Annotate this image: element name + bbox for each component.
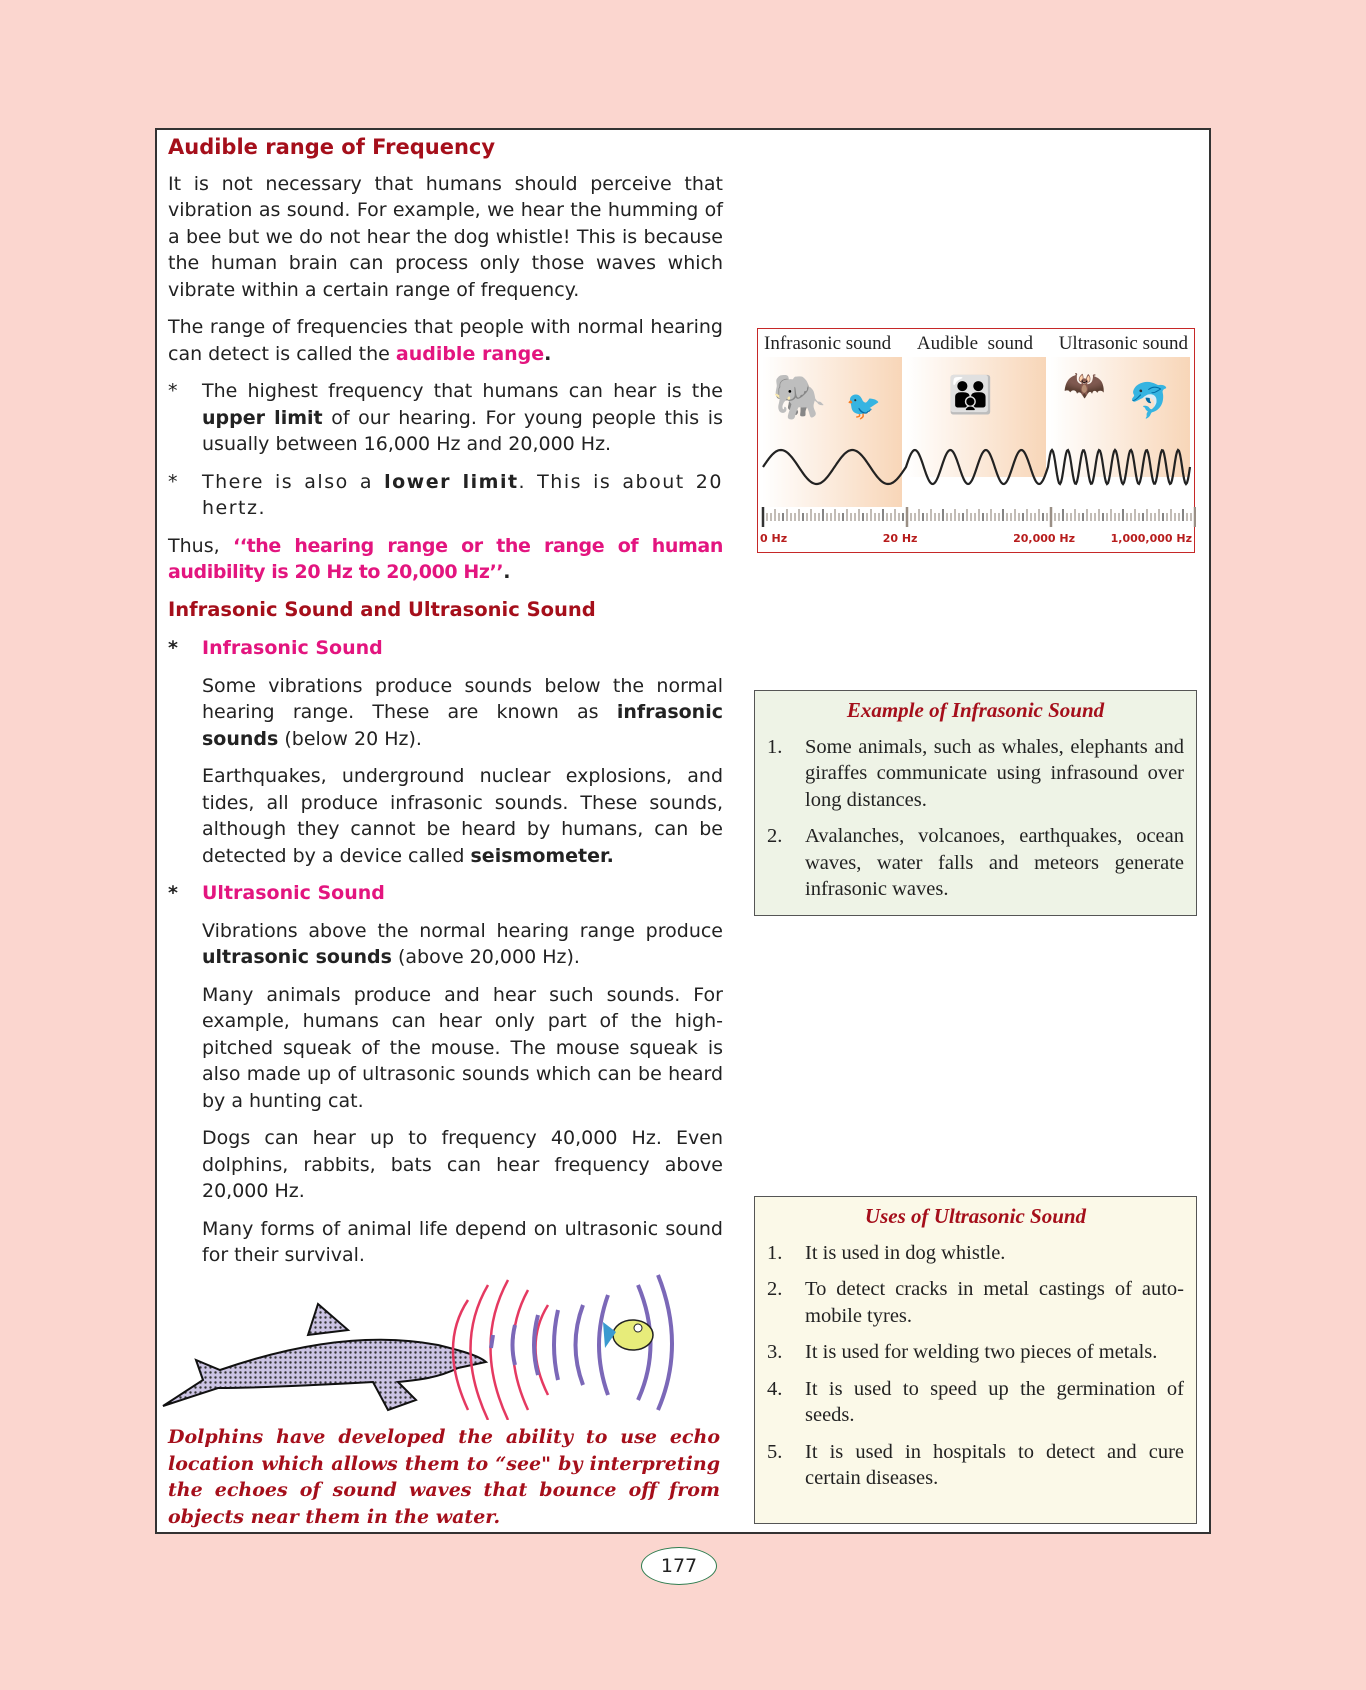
elephant-icon: 🐘 [772,372,827,423]
dolphin-echolocation-illustration [158,1270,728,1420]
infrasonic-examples-box [754,690,1197,916]
bird-icon: 🐦 [846,389,881,422]
ultrasonic-paragraph-2: Many animals produce and hear such sounds. For example, humans can hear only part of the high-pitched squeak of the mouse. The mouse squeak is also made up of ultrasonic sounds which can be heard by a hunting cat. [202,983,723,1112]
bat-icon: 🦇 [1063,365,1106,405]
list-item: 1. Some animals, such as whales, elephants and giraffes communicate using infrasound over long distances. [767,735,1184,811]
infrasonic-title: * Infrasonic Sound [168,637,383,659]
ultrasonic-paragraph-4: Many forms of animal life depend on ultrasonic sound for their survival. [202,1217,723,1266]
infrasonic-paragraph-1: Some vibrations produce sounds below the normal hearing range. These are known as infrasonic sounds (below 20 Hz). [202,674,723,750]
dolphin-icon [163,1304,486,1410]
list-item: 3. It is used for welding two pieces of metals. [767,1341,1158,1363]
list-item: 4. It is used to speed up the germination of seeds. [767,1377,1184,1426]
ultrasonic-paragraph-3: Dogs can hear up to frequency 40,000 Hz. Even dolphins, rabbits, bats can hear frequency above 20,000 Hz. [202,1127,723,1202]
scale-label-20000hz: 20,000 Hz [1013,532,1075,545]
intro-paragraph: It is not necessary that humans should perceive that vibration as sound. For example, we hear the humming of a bee but we do not hear the dog whistle! This is because the human brain can process only those waves which vibrate within a certain range of frequency. [168,172,723,301]
subsection-heading: Infrasonic Sound and Ultrasonic Sound [168,597,596,621]
scale-label-20hz: 20 Hz [882,532,918,545]
box-title: Uses of Ultrasonic Sound [864,1204,1087,1228]
ultrasonic-label: Ultrasonic sound [1058,333,1188,354]
list-item: 2. To detect cracks in metal castings of auto-mobile tyres. [767,1278,1184,1327]
family-icon: 👪 [948,375,993,416]
audible-range-paragraph: The range of frequencies that people with normal hearing can detect is called the audible range. [168,316,723,365]
infrasonic-paragraph-2: Earthquakes, underground nuclear explosions, and tides, all produce infrasonic sounds. These sounds, although they cannot be heard by humans, can be detected by a device called seismometer. [202,765,723,867]
hearing-range-statement: Thus, ‘‘the hearing range or the range of human audibility is 20 Hz to 20,000 Hz’’. [168,534,723,583]
list-item: 5. It is used in hospitals to detect and cure certain diseases. [767,1440,1184,1489]
ultrasonic-title: * Ultrasonic Sound [168,882,385,904]
list-item: 1. It is used in dog whistle. [767,1241,1006,1264]
sine-wave [763,450,1190,484]
scale-label-0hz: 0 Hz [760,532,788,545]
main-text-column [168,134,723,1280]
fish-icon [603,1320,653,1350]
wave-graphic [758,439,1196,534]
box-title: Example of Infrasonic Sound [846,698,1105,722]
dolphin-caption: Dolphins have developed the ability to use echo location which allows them to “see" by interpreting the echoes of sound waves that bounce off from objects near them in the water. [168,1426,720,1528]
page-number: 177 [641,1547,717,1585]
scale-label-1000000hz: 1,000,000 Hz [1110,532,1192,545]
ultrasonic-paragraph-1: Vibrations above the normal hearing range produce ultrasonic sounds (above 20,000 Hz). [202,919,723,968]
dolphin-icon: 🐬 [1128,381,1171,421]
frequency-range-figure [757,328,1195,553]
infrasonic-label: Infrasonic sound [764,333,892,354]
section-heading: Audible range of Frequency [168,135,496,159]
upper-limit-bullet: * The highest frequency that humans can hear is the upper limit of our hearing. For young people this is usually between 16,000 Hz and 20,000 Hz. [168,380,723,455]
audible-label: Audible sound [916,333,1033,354]
list-item: 2. Avalanches, volcanoes, earthquakes, ocean waves, water falls and meteors generate infrasonic waves. [767,825,1184,900]
ultrasonic-uses-box [754,1196,1197,1524]
lower-limit-bullet: * There is also a lower limit. This is about 20 hertz. [168,470,723,519]
